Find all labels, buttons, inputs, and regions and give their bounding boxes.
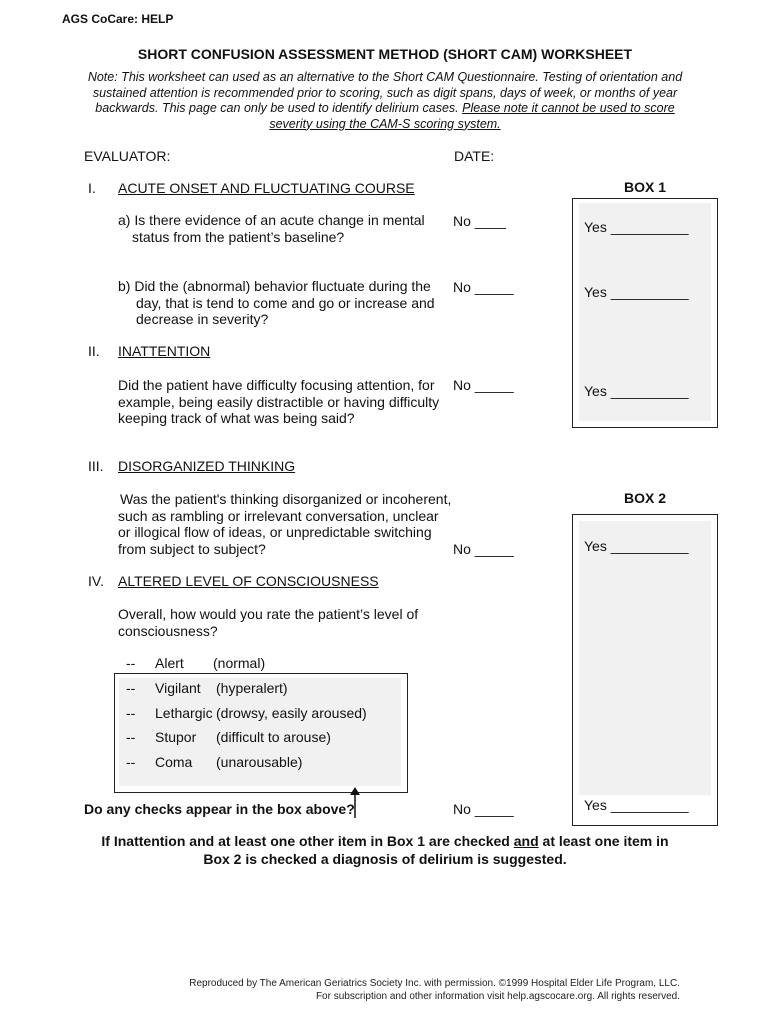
footer-subscription: For subscription and other information visit help.agscocare.org. All rights reserved. — [315, 991, 680, 1002]
section3-question-line1: Was the patient's thinking disorganized or incoherent, — [120, 491, 452, 507]
section2-question-line1: Did the patient have difficulty focusing attention, for — [118, 377, 435, 393]
option-stupor-dash: -- — [126, 729, 136, 745]
worksheet-note — [80, 70, 690, 132]
evaluator-label: EVALUATOR: — [84, 148, 171, 164]
section4-yes-field[interactable]: Yes __________ — [584, 797, 689, 813]
section1-question-b-line2: day, that is tend to come and go or increase and — [136, 295, 435, 311]
criteria-line1 — [0, 832, 770, 850]
page-title: SHORT CONFUSION ASSESSMENT METHOD (SHORT CAM) WORKSHEET — [137, 46, 633, 62]
section1-a-no-field[interactable]: No ____ — [453, 213, 506, 229]
option-coma-dash: -- — [126, 754, 136, 770]
section1-question-a-line1: a) Is there evidence of an acute change in mental — [118, 212, 425, 228]
option-coma-desc: (unarousable) — [216, 754, 303, 770]
section3-heading: DISORGANIZED THINKING — [118, 458, 296, 474]
footer — [189, 977, 680, 1003]
section4-question-line2: consciousness? — [118, 623, 218, 639]
criteria-line1-and: and — [513, 833, 539, 849]
footer-copyright: Reproduced by The American Geriatrics Society Inc. with permission. ©1999 Hospital Elder Life Program, LLC. — [189, 978, 680, 989]
option-stupor-desc: (difficult to arouse) — [216, 729, 331, 745]
option-stupor-name[interactable]: Stupor — [155, 729, 197, 745]
option-alert-name[interactable]: Alert — [155, 655, 184, 671]
option-lethargic-name[interactable]: Lethargic — [155, 705, 213, 721]
section4-question-line1: Overall, how would you rate the patient’s level of — [118, 606, 419, 622]
box2-shaded-area — [579, 521, 711, 795]
section1-question-b-line3: decrease in severity? — [136, 311, 269, 327]
section3-question-line3: or illogical flow of ideas, or unpredictable switching — [118, 524, 432, 540]
option-vigilant-name[interactable]: Vigilant — [155, 680, 201, 696]
date-label: DATE: — [454, 148, 495, 164]
section1-heading: ACUTE ONSET AND FLUCTUATING COURSE — [118, 180, 415, 196]
section3-yes-field[interactable]: Yes __________ — [584, 538, 689, 554]
section4-numeral: IV. — [88, 573, 104, 589]
document-header: AGS CoCare: HELP — [62, 12, 174, 26]
section2-numeral: II. — [88, 343, 100, 359]
section2-question-line2: example, being easily distractible or having difficulty — [118, 394, 440, 410]
option-alert-dash: -- — [126, 655, 136, 671]
section1-b-yes-field[interactable]: Yes __________ — [584, 284, 689, 300]
box2 — [572, 514, 718, 826]
criteria-line1-end: at least one item in — [538, 833, 669, 849]
option-lethargic-desc: (drowsy, easily aroused) — [216, 705, 367, 721]
section1-a-yes-field[interactable]: Yes __________ — [584, 219, 689, 235]
option-vigilant-dash: -- — [126, 680, 136, 696]
section1-b-no-field[interactable]: No _____ — [453, 279, 514, 295]
section4-heading: ALTERED LEVEL OF CONSCIOUSNESS — [118, 573, 379, 589]
criteria-line2: Box 2 is checked a diagnosis of delirium is suggested. — [203, 851, 567, 867]
option-lethargic-dash: -- — [126, 705, 136, 721]
section3-question-line2: such as rambling or irrelevant conversation, unclear — [118, 508, 439, 524]
delirium-criteria-statement — [0, 832, 770, 868]
section4-no-field[interactable]: No _____ — [453, 801, 514, 817]
section2-heading: INATTENTION — [118, 343, 211, 359]
box1-label: BOX 1 — [624, 179, 667, 195]
box2-label: BOX 2 — [624, 490, 667, 506]
option-alert-desc: (normal) — [213, 655, 266, 671]
section1-question-a-line2: status from the patient’s baseline? — [132, 229, 345, 245]
checks-question: Do any checks appear in the box above? — [84, 801, 355, 817]
option-vigilant-desc: (hyperalert) — [216, 680, 288, 696]
note-underlined-text: Please note it cannot be used to score severity using the CAM-S scoring system. — [269, 101, 675, 131]
section3-question-line4: from subject to subject? — [118, 541, 266, 557]
option-coma-name[interactable]: Coma — [155, 754, 193, 770]
section2-no-field[interactable]: No _____ — [453, 377, 514, 393]
section3-numeral: III. — [88, 458, 104, 474]
section2-question-line3: keeping track of what was being said? — [118, 410, 355, 426]
criteria-line1-start: If Inattention and at least one other item in Box 1 are checked — [101, 833, 514, 849]
section3-no-field[interactable]: No _____ — [453, 541, 514, 557]
section1-question-b-line1: b) Did the (abnormal) behavior fluctuate during the — [118, 278, 431, 294]
note-text: Note: This worksheet can used as an alternative to the Short CAM Questionnaire. Testing of orientation and sustained attention is recommended prior to scoring, such as digit spans, days of week, or months of year backwards. This page can only be used to identify delirium cases. — [87, 70, 683, 115]
section2-yes-field[interactable]: Yes __________ — [584, 383, 689, 399]
section1-numeral: I. — [88, 180, 96, 196]
